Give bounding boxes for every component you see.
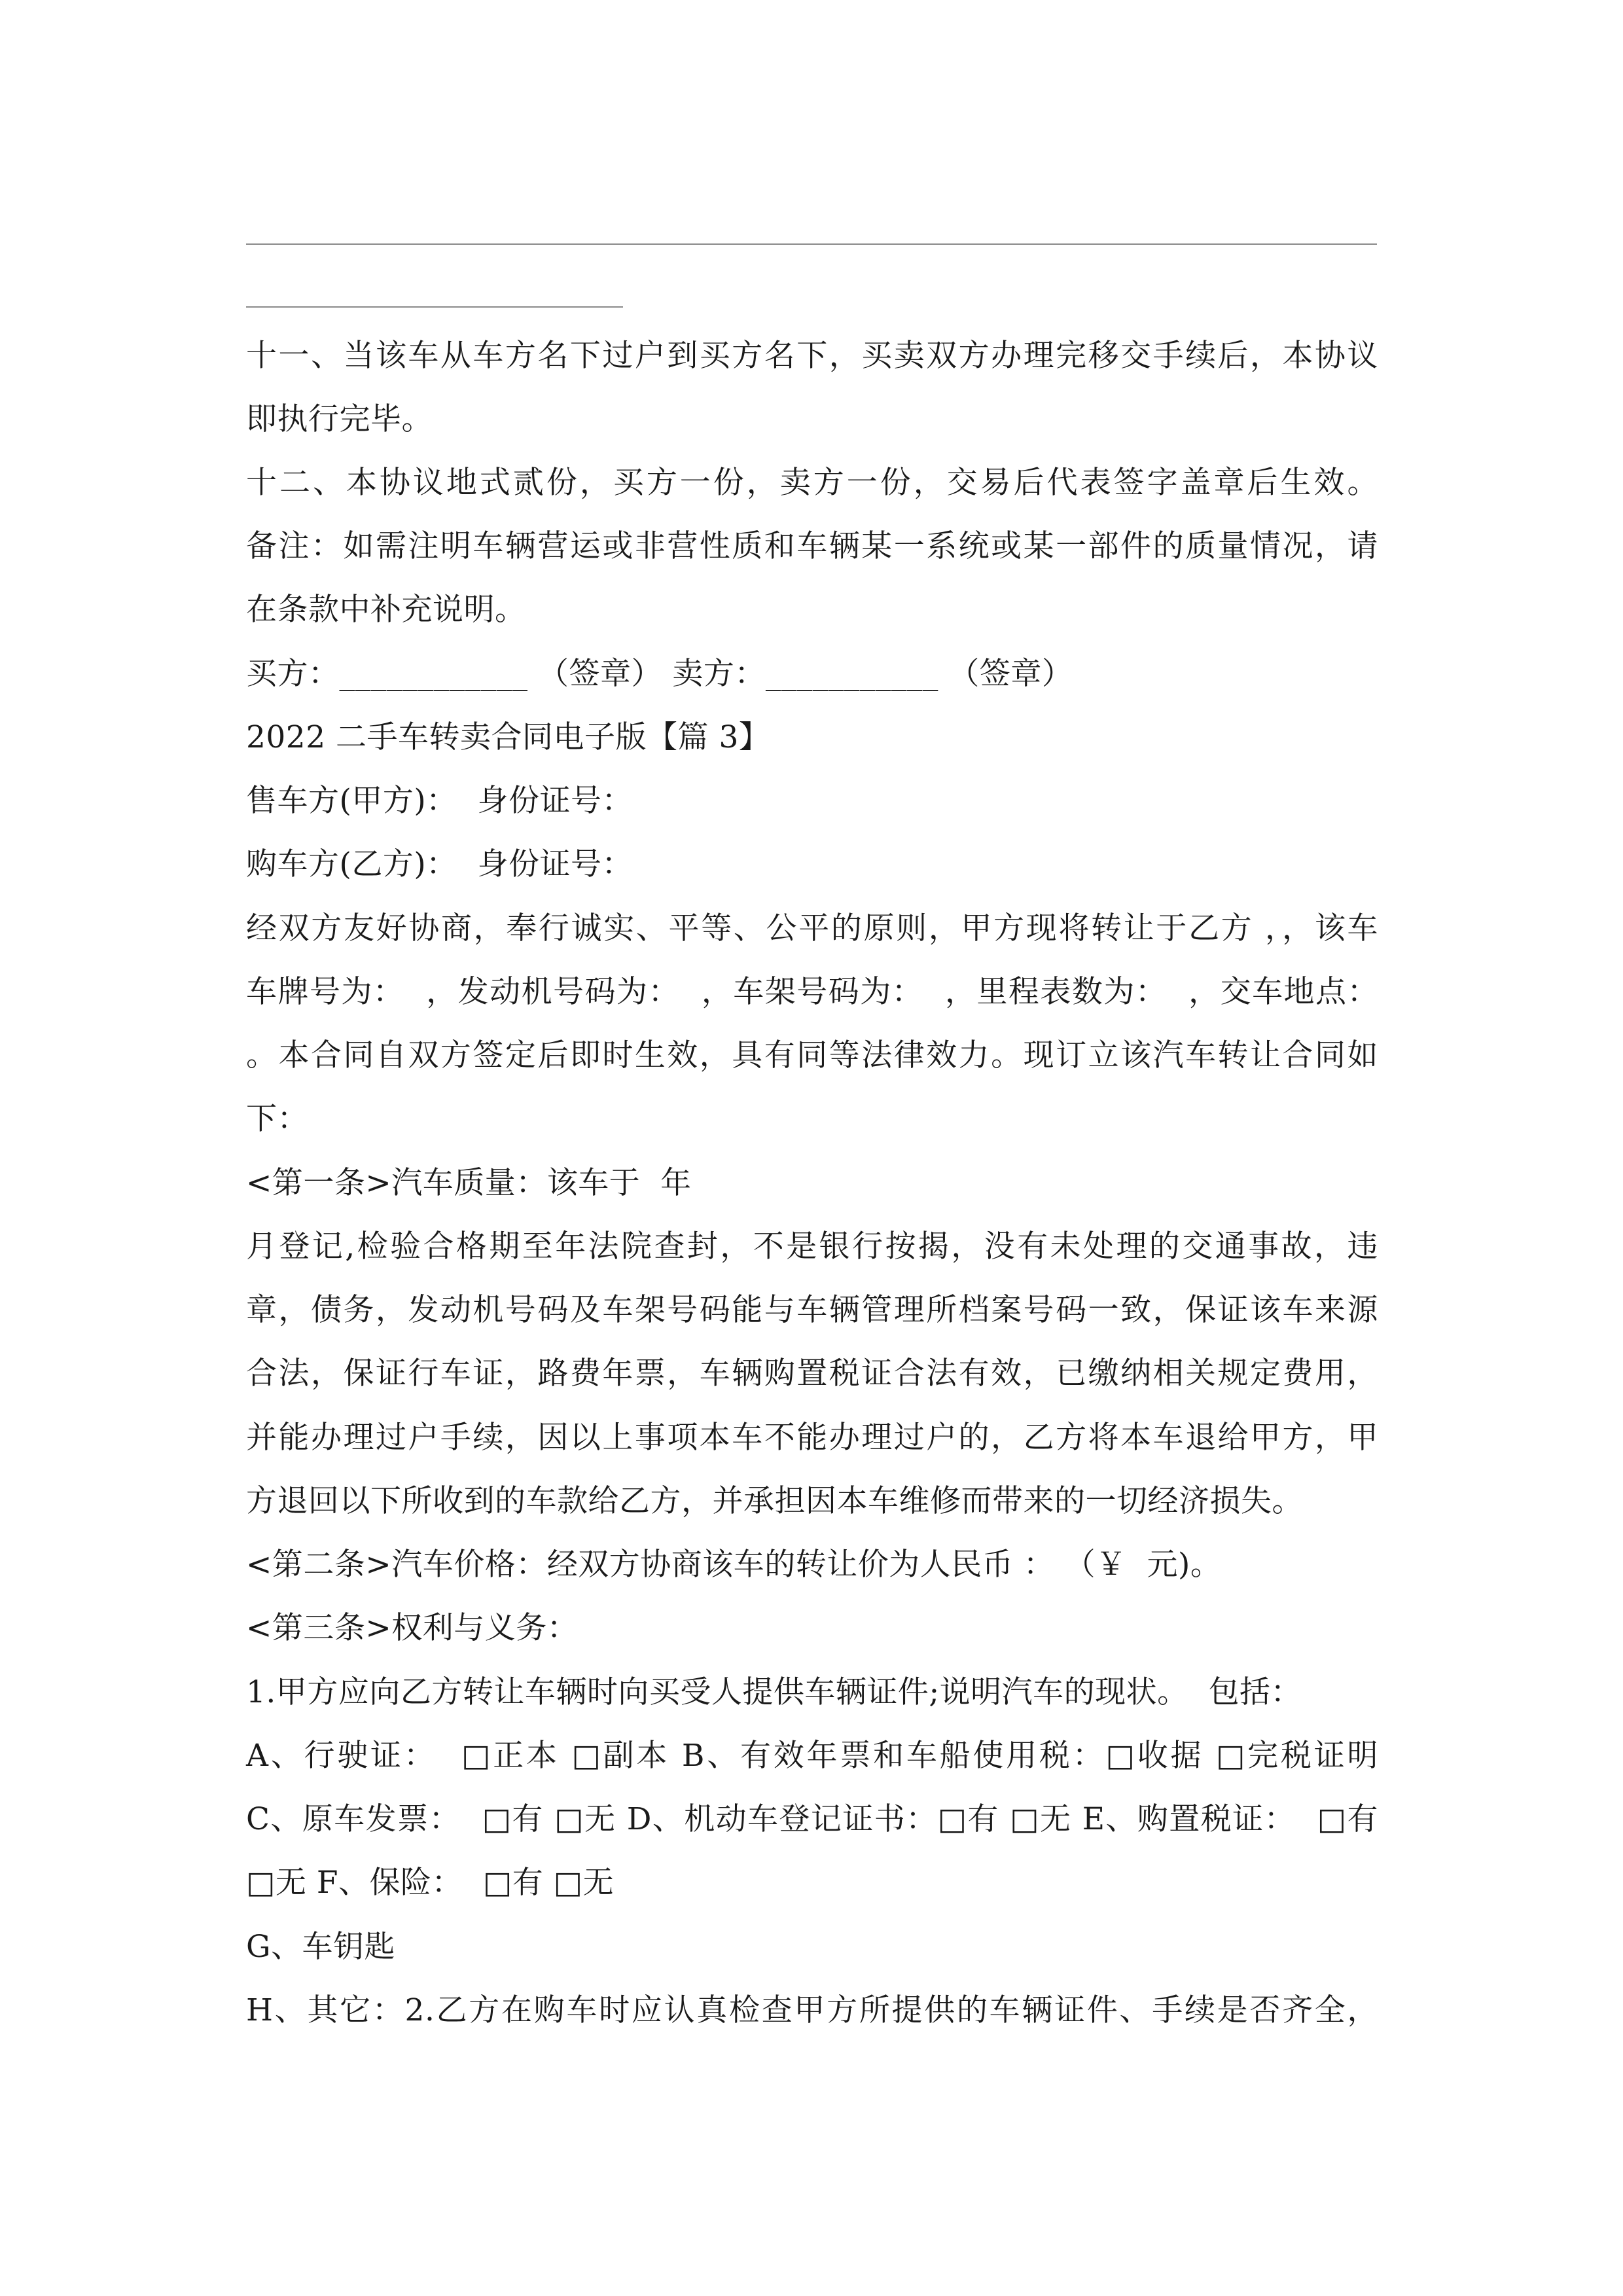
checklist-line: A、行驶证： □正本 □副本 B、有效年票和车船使用税：□收据 □完税证明	[246, 1738, 1378, 1774]
text-line: 方退回以下所收到的车款给乙方，并承担因本车维修而带来的一切经济损失。	[246, 1483, 1303, 1519]
text-line: 。本合同自双方签定后即时生效，具有同等法律效力。现订立该汽车转让合同如	[246, 1037, 1378, 1073]
section-title: 2022 二手车转卖合同电子版【篇 3】	[246, 719, 770, 755]
buyer-line: 购车方(乙方)： 身份证号：	[246, 846, 633, 882]
checklist-line: C、原车发票： □有 □无 D、机动车登记证书：□有 □无 E、购置税证： □有	[246, 1801, 1378, 1837]
text-line: 十一、当该车从车方名下过户到买方名下，买卖双方办理完移交手续后，本协议	[246, 338, 1378, 374]
text-line: 1.甲方应向乙方转让车辆时向买受人提供车辆证件;说明汽车的现状。 包括：	[246, 1674, 1302, 1710]
clause-heading: <第三条>权利与义务：	[246, 1610, 579, 1646]
text-line: 十二、本协议地式贰份，买方一份，卖方一份，交易后代表签字盖章后生效。	[246, 465, 1378, 501]
signature-line: 买方：____________ （签章） 卖方：___________ （签章）	[246, 656, 1073, 692]
text-line: 经双方友好协商，奉行诚实、平等、公平的原则，甲方现将转让于乙方 ，，该车	[246, 910, 1378, 946]
seller-line: 售车方(甲方)： 身份证号：	[246, 783, 633, 819]
clause-heading: <第一条>汽车质量：该车于 年	[246, 1165, 692, 1201]
text-line: 章，债务，发动机号码及车架号码能与车辆管理所档案号码一致，保证该车来源	[246, 1292, 1378, 1328]
text-line: 备注：如需注明车辆营运或非营性质和车辆某一系统或某一部件的质量情况，请	[246, 528, 1378, 564]
text-line: H、其它：2.乙方在购车时应认真检查甲方所提供的车辆证件、手续是否齐全，	[246, 1992, 1378, 2028]
text-line: 月登记,检验合格期至年法院查封，不是银行按揭，没有未处理的交通事故，违	[246, 1229, 1378, 1265]
text-line: 合法，保证行车证，路费年票，车辆购置税证合法有效，已缴纳相关规定费用，	[246, 1355, 1378, 1391]
text-line: 下：	[246, 1101, 308, 1137]
header-rule-short	[246, 306, 623, 308]
text-line: 车牌号为： ，发动机号码为： ，车架号码为： ，里程表数为： ，交车地点：	[246, 974, 1378, 1010]
clause-heading: <第二条>汽车价格：经双方协商该车的转让价为人民币 ： （￥ 元)。	[246, 1547, 1222, 1583]
text-line: G、车钥匙	[246, 1929, 396, 1965]
checklist-line: □无 F、保险： □有 □无	[246, 1865, 615, 1901]
header-rule	[246, 243, 1377, 245]
text-line: 即执行完毕。	[246, 401, 433, 437]
text-line: 在条款中补充说明。	[246, 592, 526, 628]
text-line: 并能办理过户手续，因以上事项本车不能办理过户的，乙方将本车退给甲方，甲	[246, 1420, 1378, 1456]
